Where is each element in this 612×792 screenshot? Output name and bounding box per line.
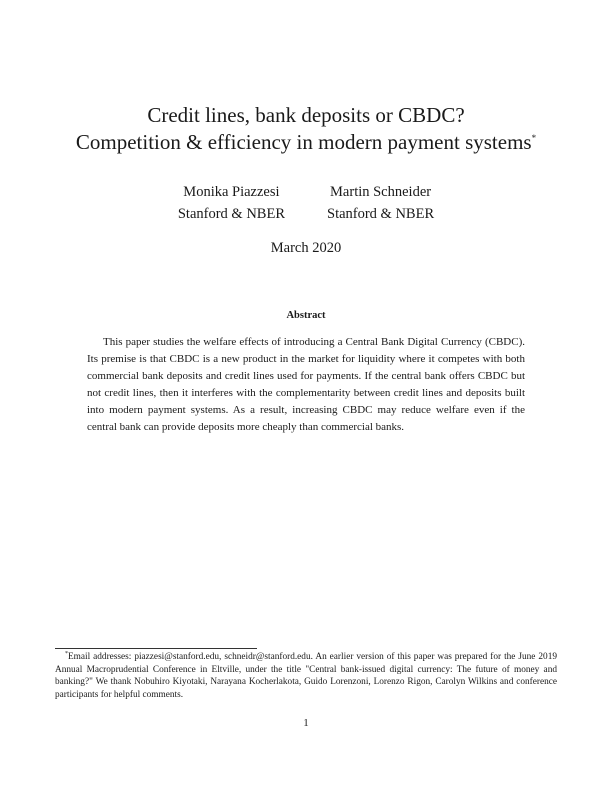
author-affiliation: Stanford & NBER bbox=[327, 206, 435, 222]
title-footnote-marker[interactable]: * bbox=[531, 133, 537, 143]
title-line-2-text: Competition & efficiency in modern payment systems bbox=[75, 130, 532, 154]
author-1 bbox=[178, 181, 285, 225]
author-affiliation: Stanford & NBER bbox=[177, 206, 285, 222]
author-name: Martin Schneider bbox=[330, 184, 432, 200]
author-name: Monika Piazzesi bbox=[183, 184, 280, 200]
title-line-2 bbox=[0, 129, 612, 156]
footnote-divider bbox=[55, 648, 257, 649]
title-line-1: Credit lines, bank deposits or CBDC? bbox=[147, 103, 465, 127]
author-block bbox=[0, 181, 612, 225]
footnote bbox=[55, 651, 557, 701]
paper-title bbox=[0, 102, 612, 156]
abstract-text: This paper studies the welfare effects of introducing a Central Bank Digital Currency (CBDC). Its premise is that CBDC is a new product in the market for liquidity where it competes with both commercial bank deposits and credit lines used for payments. If the central bank offers CBDC but not credit lines, then it interferes with the complementarity between credit lines and deposits built into modern payment systems. As a result, increasing CBDC may reduce welfare even if the central bank can provide deposits more cheaply than commercial banks. bbox=[87, 336, 525, 434]
author-2 bbox=[327, 181, 434, 225]
footnote-text: Email addresses: piazzesi@stanford.edu, schneidr@stanford.edu. An earlier version of this paper was prepared for the June 2019 Annual Macroprudential Conference in Eltville, under the title "Central bank-issued digital currency: The future of money and banking?" We thank Nobuhiro Kiyotaki, Narayana Kocherlakota, Guido Lorenzoni, Lorenzo Rigon, Carolyn Wilkins and conference participants for helpful comments. bbox=[55, 652, 557, 700]
page-number: 1 bbox=[303, 717, 309, 729]
footnote-marker: * bbox=[65, 650, 68, 657]
paper-date: March 2020 bbox=[270, 240, 342, 256]
abstract-heading: Abstract bbox=[286, 310, 326, 321]
